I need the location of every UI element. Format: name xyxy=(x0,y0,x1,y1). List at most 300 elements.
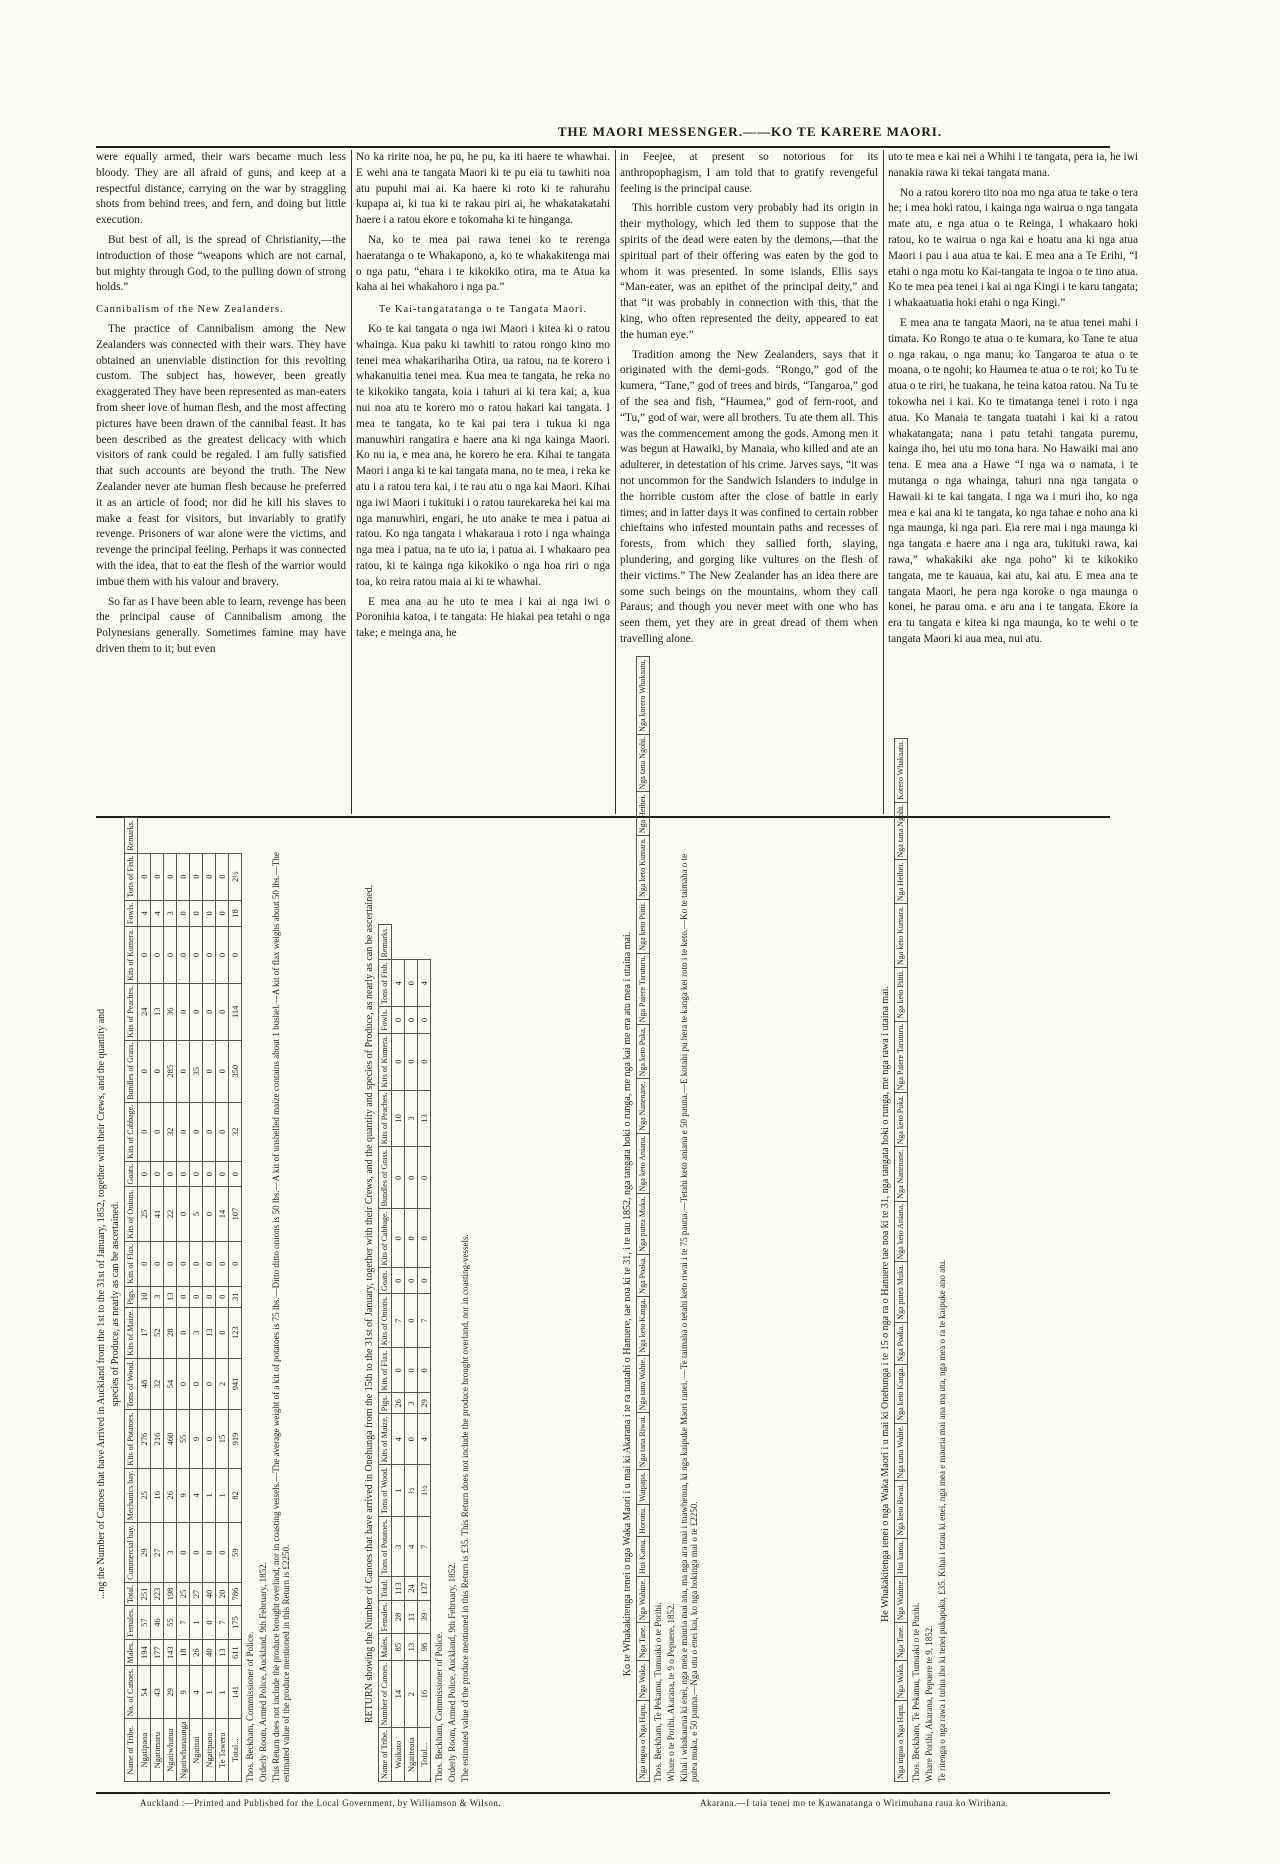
table-cell: 0 xyxy=(203,1241,216,1286)
total-cell: 0 xyxy=(418,1007,431,1034)
table-cell: 0 xyxy=(151,853,164,900)
column-header: Tons of Wood. xyxy=(379,1465,392,1517)
table-cell: 7 xyxy=(216,1606,229,1640)
table-cell: 41 xyxy=(151,1187,164,1241)
table-cell: 18 xyxy=(177,1639,190,1666)
table-cell: 5 xyxy=(190,1187,203,1241)
column-header: Kits of Cabbage. xyxy=(379,1209,392,1268)
column-header: Nga ingoa o Nga Hapu. xyxy=(637,1701,650,1782)
table-cell: 0 xyxy=(203,1040,216,1102)
column-header: Nga keto Aniana. xyxy=(895,1201,908,1262)
column-header: Commercial bay. xyxy=(125,1523,138,1583)
table-cell: 13 xyxy=(405,1634,418,1661)
table-cell: 7 xyxy=(177,1606,190,1640)
table-cell: 0 xyxy=(177,1358,190,1410)
rotated-table-wrapper xyxy=(96,820,291,1782)
column-header: Nga Heihei. xyxy=(637,792,650,836)
table-cell: 0 xyxy=(138,1161,151,1187)
column-header: Kits of Flax. xyxy=(125,1241,138,1286)
total-cell: 786 xyxy=(229,1582,242,1605)
table-cell: Ngatipaoa xyxy=(203,1719,216,1782)
paragraph: Ko te kai tangata o nga iwi Maori i kitea ki o ratou whainga. Kua paku ki tawhiti to ratou rongo kino mo tenei mea whakarihariha Otira, ua ratou, na te korero i whakanuitia tenei mea. Kua mea te tangata, he reka no te kikokiko tangata, koia i tahuri ai ki tera kai; a, kua nui noa atu te korero mo o ratou hakari kai tangata. I mea te tangata, ko te kai pai tera i tukua ki nga manuwhiri rangatira e haere ana ki nga kainga Maori. Ko nu ia, e mea ana, he korero he era. Kihai te tangata Maori i anga ki te kai tangata mana, no te mea, i reka ke atu i a ratou tera kai, i te rau atu o nga kai Maori. Kihai nga iwi Maori i tukituki i o ratou taurekareka hei kai ma nga manuwhiri, engari, he uto anake te mea i patua ai ratou. Ko nga tangata i whakaraua i roto i nga whainga nga mea i patua, na te uto ia, i patua ai. I whakaaro pea ratou, ki te kainga nga kikokiko o nga hoa riri o nga toa, ko reira ratou maia ai ki te whawhai. xyxy=(356,322,610,588)
column-header: Females. xyxy=(125,1606,138,1640)
table-row xyxy=(190,818,203,1782)
table-cell: 85 xyxy=(392,1634,405,1661)
column-header: Nga keto Kanga. xyxy=(895,1364,908,1423)
table-cell: 11 xyxy=(405,1600,418,1634)
table-cell: 223 xyxy=(151,1582,164,1605)
column-header: Kits of Cabbage. xyxy=(125,1102,138,1161)
table-cell: 28 xyxy=(164,1307,177,1358)
table-cell: 0 xyxy=(392,1268,405,1294)
table-cell: 0 xyxy=(405,1147,418,1209)
paragraph: So far as I have been able to learn, revenge has been the principal cause of Cannibalism among the Polynesians generally. Sometimes famine may have driven them to it; but even xyxy=(96,595,346,655)
total-cell: 59 xyxy=(229,1523,242,1583)
total-cell: 141 xyxy=(229,1666,242,1719)
table-cell: 0 xyxy=(164,927,177,984)
table-cell: 1 xyxy=(216,1468,229,1523)
table-place: Whare Porihi, Akarana, Pepuere te 9, 1852. xyxy=(924,1625,934,1782)
total-cell: 611 xyxy=(229,1639,242,1666)
table-cell: 0 xyxy=(216,1102,229,1161)
table-cell: 0 xyxy=(216,1161,229,1187)
table-cell: 0 xyxy=(151,1241,164,1286)
table-cell: 177 xyxy=(151,1639,164,1666)
column-english-2 xyxy=(620,150,878,814)
column-header: Nga keto Puka. xyxy=(637,1025,650,1079)
table-row xyxy=(216,818,229,1782)
bottom-rule xyxy=(96,1792,1110,1794)
table-cell: 3 xyxy=(405,1090,418,1147)
table-cell: 0 xyxy=(203,1187,216,1241)
table-cell: 14 xyxy=(216,1187,229,1241)
paragraph: The practice of Cannibalism among the New Zealanders was connected with their wars. They have obtained an unenviable distinction for this revolting custom. The subject has, however, been greatly exaggerated They have been represented as man-eaters from sheer love of human flesh, and the most affecting pictures have been drawn of the cannibal feast. It has been described as the greatest delicacy with which visitors of rank could be regaled. I am fully satisfied that such accounts are beyond the truth. The New Zealander never ate human flesh because he preferred it as an article of food; nor did he kill his slaves to make a feast for visitors, but invariably to gratify revenge. Prisoners of war alone were the victims, and revenge the principal feeling. Perhaps it was connected with the idea, that to eat the flesh of the warrior would imbue them with his valour and bravery. xyxy=(96,322,346,588)
table-cell: 0 xyxy=(405,1414,418,1465)
total-row xyxy=(418,924,431,1781)
column-header: Nga keto Aniana. xyxy=(637,1133,650,1194)
total-cell: 29 xyxy=(418,1393,431,1414)
total-cell: 31 xyxy=(229,1286,242,1307)
table-cell: 13 xyxy=(164,1286,177,1307)
column-header: Nga tana Riwai. xyxy=(637,1413,650,1470)
table-cell: 0 xyxy=(138,1102,151,1161)
table-cell: 16 xyxy=(151,1468,164,1523)
column-header: Tons of Potatoes. xyxy=(379,1517,392,1577)
table-cell: 3 xyxy=(164,900,177,927)
table-cell: 0 xyxy=(177,853,190,900)
total-cell: 137 xyxy=(418,1577,431,1600)
total-cell: 18 xyxy=(229,900,242,927)
table-row xyxy=(203,818,216,1782)
paragraph: uto te mea e kai nei a Whihi i te tangata, pera ia, he iwi nanakia rawa ki tekai tangata mana. xyxy=(888,151,1138,179)
table-cell: 0 xyxy=(164,1161,177,1187)
table-cell: 0 xyxy=(392,1348,405,1393)
table-cell: 0 xyxy=(164,853,177,900)
return-table xyxy=(636,656,650,1782)
table-cell: 0 xyxy=(216,853,229,900)
column-header: Nga keto Puka. xyxy=(895,1093,908,1147)
column-header: Nga ingoa o Nga Hapu. xyxy=(895,1701,908,1782)
table-caption: species of Produce, as nearly as can be ascertained. xyxy=(110,1201,121,1407)
table-cell: Ngatipaoa xyxy=(138,1719,151,1782)
paragraph: No a ratou korero tito noa mo nga atua te take o tera he; i mea hoki ratou, i kainga nga wairua o nga tangata mate atu, e nga atua o te Reinga, I whakaaro hoki ratou, ko te wairua o nga kai e hoatu ana ki nga atua Maori i pau i aua atua te kai. E mea ana a Te Erihi, “I etahi o nga motu ko Kai-tangata te ingoa o te tino atua. Ko te mea pea tenei i kai ai nga Kingi i te karu tangata; i whakaatuatia hoki etahi o nga Kingi.” xyxy=(888,186,1138,310)
table-cell: 0 xyxy=(216,1241,229,1286)
column-header: Total. xyxy=(125,1582,138,1605)
column-header: Males. xyxy=(125,1639,138,1666)
table-cell: 26 xyxy=(392,1393,405,1414)
table-cell: 0 xyxy=(216,983,229,1040)
table-cell: 20 xyxy=(216,1582,229,1605)
table-cell: 0 xyxy=(164,1241,177,1286)
column-header: Nga keto Kumara. xyxy=(895,904,908,968)
table-cell: 27 xyxy=(190,1582,203,1605)
top-rule xyxy=(96,146,1110,148)
table-cell: 0 xyxy=(177,1241,190,1286)
return-table xyxy=(378,924,431,1782)
column-header: Nga putea Muka. xyxy=(637,1194,650,1254)
total-cell: 39 xyxy=(418,1600,431,1634)
paragraph: E mea ana au he uto te mea i kai ai nga iwi o Poronihia katoa, i te tangata: He hiakai pea tetahi o nga take; e meinga ana, he xyxy=(356,595,610,640)
table-remarks: Te ritenga o nga rawa i tuhia iho ki tenei pukapuka, £35. Kihai i tatau ki enei, nga mea e mauria mai ana ma uta, nga mea o ra te kaipuke ano atu. xyxy=(937,1259,947,1782)
table-cell: 0 xyxy=(405,960,418,1007)
table-cell: 0 xyxy=(405,1294,418,1348)
table-cell: 25 xyxy=(177,1582,190,1605)
table-cell: 29 xyxy=(138,1523,151,1583)
total-cell: 941 xyxy=(229,1358,242,1410)
total-cell: 4 xyxy=(418,960,431,1007)
total-cell: 0 xyxy=(418,1033,431,1090)
total-cell: 16 xyxy=(418,1660,431,1727)
table-cell: 0 xyxy=(216,1307,229,1358)
table-cell: 27 xyxy=(151,1523,164,1583)
table-cell: 2 xyxy=(405,1660,418,1727)
table-cell: 0 xyxy=(177,1187,190,1241)
table-signature: Thos. Beckham, Te Pekamu, Tumuaki o te Porihi. xyxy=(911,1602,921,1782)
table-cell: Ngatiwhatua xyxy=(164,1719,177,1782)
table-cell: 1 xyxy=(203,1666,216,1719)
table-cell: 0 xyxy=(392,1209,405,1268)
total-cell: 13 xyxy=(418,1090,431,1147)
column-header: Remarks. xyxy=(125,818,138,853)
table-cell: 1 xyxy=(392,1465,405,1517)
column-header: Nga tana Wahie. xyxy=(637,1355,650,1413)
table-cell: 24 xyxy=(405,1577,418,1600)
table-place: Whare o te Porihi, Akarana, te 9 o Pepuere, 1852. xyxy=(666,1603,676,1782)
table-caption: He Whakakitenga tenei o nga Waka Maori i u mai ki Onehunga i te 15 o nga ra o Hanuere tae noa ki te 31, nga tangata hoki o runga, me nga rawa i utaina mai. xyxy=(880,986,891,1622)
column-header: Males. xyxy=(379,1634,392,1661)
column-header: No. of Canoes. xyxy=(125,1666,138,1719)
panel-akarana-return xyxy=(622,659,872,1786)
total-cell: 0 xyxy=(229,927,242,984)
table-cell: 9 xyxy=(177,1468,190,1523)
column-rule xyxy=(883,150,884,814)
column-rule xyxy=(615,150,616,814)
table-cell: 3 xyxy=(405,1393,418,1414)
table-row xyxy=(392,924,405,1781)
table-cell: 57 xyxy=(138,1606,151,1640)
masthead: THE MAORI MESSENGER.——KO TE KARERE MAORI. xyxy=(557,124,943,139)
table-cell: Waikato xyxy=(392,1728,405,1782)
column-header: Fowls. xyxy=(379,1007,392,1034)
table-cell: 0 xyxy=(138,1241,151,1286)
table-cell: 0 xyxy=(203,900,216,927)
total-cell: 350 xyxy=(229,1040,242,1102)
column-header: Kits of Peaches. xyxy=(125,983,138,1040)
column-header: Nga korero Whakaatu. xyxy=(637,657,650,735)
table-cell: 216 xyxy=(151,1410,164,1468)
column-header: Nga Wahine. xyxy=(895,1576,908,1622)
table-cell: 4 xyxy=(405,1517,418,1577)
table-cell: 0 xyxy=(177,900,190,927)
table-caption: ...ng the Number of Canoes that have Arrived in Auckland from the 1st to the 31st of January, 1852, together with their Crews, and the quantity and xyxy=(96,1008,107,1600)
table-cell: 1 xyxy=(190,1606,203,1640)
table-row xyxy=(405,924,418,1781)
total-row xyxy=(229,818,242,1782)
total-cell: 7 xyxy=(418,1517,431,1577)
column-header: Nga tana Ngohi. xyxy=(637,734,650,792)
table-cell: 3 xyxy=(151,1286,164,1307)
table-cell: 0 xyxy=(190,1523,203,1583)
section-heading: Cannibalism of the New Zealanders. xyxy=(96,304,284,316)
table-cell: 0 xyxy=(190,900,203,927)
total-cell: Total... xyxy=(229,1719,242,1782)
table-cell: 0 xyxy=(392,1007,405,1034)
table-cell: ½ xyxy=(405,1465,418,1517)
paragraph: But best of all, is the spread of Christianity,—the introduction of those “weapons which are not carnal, but mighty through God, to the pulling down of strong holds.” xyxy=(96,233,346,294)
total-cell: 1½ xyxy=(418,1465,431,1517)
table-cell: 0 xyxy=(177,983,190,1040)
table-cell: 4 xyxy=(392,960,405,1007)
table-cell: 0 xyxy=(177,1523,190,1583)
column-header: Bundles of Grass. xyxy=(379,1147,392,1209)
total-cell: 114 xyxy=(229,983,242,1040)
column-header: Number of Canoes. xyxy=(379,1660,392,1727)
column-header: Nga Paiere Taruturu. xyxy=(637,953,650,1025)
returns-tables xyxy=(96,659,1110,1786)
total-cell: 175 xyxy=(229,1606,242,1640)
column-header: Tons of Wood. xyxy=(125,1358,138,1410)
panel-auckland-return xyxy=(96,822,356,1786)
column-header: Nga tana Wahie. xyxy=(895,1423,908,1481)
header-row xyxy=(379,924,392,1781)
table-cell: Ngatitai xyxy=(190,1719,203,1782)
column-rule xyxy=(351,150,352,814)
table-cell: 13 xyxy=(216,1639,229,1666)
column-header: Tons of Fish. xyxy=(379,960,392,1007)
column-header: Nga Poaka. xyxy=(895,1322,908,1364)
column-maori-2 xyxy=(888,150,1138,814)
column-header: Kits of Kumera. xyxy=(125,927,138,984)
table-cell: Ngatiteata xyxy=(405,1728,418,1782)
column-header: Nga putea Muka. xyxy=(895,1262,908,1322)
column-header: Mechanics bay. xyxy=(125,1468,138,1523)
column-header: Name of Tribe. xyxy=(125,1719,138,1782)
column-header: Nga Paiere Taruturu. xyxy=(895,1021,908,1093)
column-header: Pigs. xyxy=(379,1393,392,1414)
rotated-table-wrapper xyxy=(364,826,470,1782)
table-cell: 0 xyxy=(216,1523,229,1583)
table-cell: 25 xyxy=(138,1468,151,1523)
rotated-table-wrapper xyxy=(880,740,947,1782)
imprint-english: Auckland :—Printed and Published for the Local Government, by Williamson & Wilson. xyxy=(140,1798,502,1808)
column-header: Kits of Maize. xyxy=(125,1307,138,1358)
column-header: Total. xyxy=(379,1577,392,1600)
column-header: Kits of Flax. xyxy=(379,1348,392,1393)
table-cell: 0 xyxy=(151,927,164,984)
return-table xyxy=(894,738,908,1782)
column-header: Nga Waka. xyxy=(637,1661,650,1701)
total-cell: 0 xyxy=(418,1268,431,1294)
table-cell: 0 xyxy=(177,1040,190,1102)
table-cell: 13 xyxy=(203,1307,216,1358)
table-cell: 25 xyxy=(138,1187,151,1241)
panel-onehunga-maori-return xyxy=(880,740,1110,1786)
paragraph: were equally armed, their wars became much less bloody. They are all afraid of guns, and keep at a respectful distance, carrying on the war by straggling shots from behind trees, and fern, and doing but little execution. xyxy=(96,151,346,227)
table-cell: 0 xyxy=(177,1307,190,1358)
table-cell: 55 xyxy=(177,1410,190,1468)
table-cell: 0 xyxy=(405,1348,418,1393)
table-cell: 24 xyxy=(138,983,151,1040)
table-cell: 0 xyxy=(405,1268,418,1294)
table-row xyxy=(164,818,177,1782)
table-cell: 54 xyxy=(164,1358,177,1410)
imprint-maori: Akarana.—I taia tenei mo te Kawanatanga o Wirimuhana raua ko Wirihana. xyxy=(700,1798,1009,1808)
table-cell: Ngatiwhanaunga xyxy=(177,1719,190,1782)
column-header: Nga keto Kumara. xyxy=(637,836,650,900)
table-cell: 1 xyxy=(216,1666,229,1719)
column-header: Nga Tane. xyxy=(895,1623,908,1661)
column-header: Nga Waka. xyxy=(895,1661,908,1701)
table-cell: 40 xyxy=(203,1582,216,1605)
table-cell: 2 xyxy=(216,1358,229,1410)
total-cell: 0 xyxy=(418,1209,431,1268)
table-cell: 4 xyxy=(151,900,164,927)
table-row xyxy=(177,818,190,1782)
table-cell: 4 xyxy=(138,900,151,927)
total-cell: 7 xyxy=(418,1294,431,1348)
column-header: Nga keto Piitii. xyxy=(895,968,908,1022)
table-cell: 0 xyxy=(177,927,190,984)
table-signature: Thos. Beckham, Commissioner of Police. xyxy=(434,1631,444,1782)
column-header: Hui Katoa. xyxy=(637,1536,650,1576)
table-cell: 194 xyxy=(138,1639,151,1666)
header-row xyxy=(125,818,138,1782)
table-cell: 0 xyxy=(405,1007,418,1034)
column-maori-1 xyxy=(356,150,610,814)
table-cell: 17 xyxy=(138,1307,151,1358)
table-place: Orderly Room, Armed Police, Auckland, 9th February, 1852. xyxy=(258,1562,268,1782)
table-cell: 9 xyxy=(190,1410,203,1468)
table-cell: 0 xyxy=(190,1241,203,1286)
column-header: Nga keto Piitii. xyxy=(637,900,650,954)
table-signature: Thos. Beckham, Te Pekamu, Tumuaki o te Porihi. xyxy=(653,1602,663,1782)
total-cell: 2½ xyxy=(229,853,242,900)
column-header: Korero Whakaatu. xyxy=(895,738,908,802)
table-cell: Te Tawera xyxy=(216,1719,229,1782)
column-header: Hui katoa. xyxy=(895,1538,908,1576)
table-cell: 46 xyxy=(151,1606,164,1640)
table-cell: 32 xyxy=(164,1102,177,1161)
total-cell: 123 xyxy=(229,1307,242,1358)
table-cell: 3 xyxy=(164,1523,177,1583)
column-header: Pigs. xyxy=(125,1286,138,1307)
column-header: Horotiu. xyxy=(637,1504,650,1536)
table-cell: 0 xyxy=(190,1102,203,1161)
table-cell: 52 xyxy=(151,1307,164,1358)
table-cell: 198 xyxy=(164,1582,177,1605)
table-cell: 29 xyxy=(164,1666,177,1719)
column-header: Kits of Peaches. xyxy=(379,1090,392,1147)
paragraph: Tradition among the New Zealanders, says that it originated with the demi-gods. “Rongo,” god of the kumera, “Tane,” god of trees and birds, “Tangaroa,” god of the sea and fish, “Haumea,” god of fern-root, and “Tu,” god of war, were all brothers. Tu ate them all. This was the commencement among the gods. Among men it was begun at Hawaiki, by Manaia, who killed and ate an adulterer, in detestation of his crime. Jarves says, “it was not uncommon for the Sandwich Islanders to indulge in the horrible custom after the close of battle in early times; and in latter days it was confined to certain robber chieftains who infested mountain paths and recesses of forests, from which they sallied forth, slaying, plundering, and gorging like vultures on the flesh of their victims.” The New Zealander has an idea there are some such beings on the mountains, whom they call Paraus; and though you never meet with one who has seen them, yet they are in great dread of them when travelling alone. xyxy=(620,348,878,645)
table-cell: 26 xyxy=(164,1468,177,1523)
column-header: Tons of Fish. xyxy=(125,853,138,900)
column-header: Kits of Onions. xyxy=(379,1294,392,1348)
total-cell: 919 xyxy=(229,1410,242,1468)
table-cell: 15 xyxy=(216,1410,229,1468)
rotated-table-wrapper xyxy=(622,659,699,1782)
column-header: Name of Tribe. xyxy=(379,1728,392,1782)
table-caption: Ko te Whakakitenga tenei o nga Waka Maori i u mai ki Akarana i te ra tuatahi o Hanuere, tae noa ki te 31, i te tau 1852, nga tangata hoki o runga, me nga kai me era atu mea i utaina mai. xyxy=(622,931,633,1677)
table-cell: 10 xyxy=(138,1286,151,1307)
table-row xyxy=(151,818,164,1782)
table-cell: 0 xyxy=(392,1147,405,1209)
table-caption: RETURN showing the Number of Canoes that have arrived in Onehunga from the 15th to the 31st of January, together with their Crews, and the quantity and species of Produce, as nearly as can be ascertained. xyxy=(364,884,375,1724)
paragraph: in Feejee, at present so notorious for its anthropophagism, I am told that to gratify revengeful feeling is the principal cause. xyxy=(620,151,878,195)
table-cell: 1 xyxy=(203,1468,216,1523)
table-cell: 0 xyxy=(203,1358,216,1410)
return-table xyxy=(124,817,242,1782)
column-header: Kits of Onions. xyxy=(125,1187,138,1241)
table-cell: 0 xyxy=(392,1033,405,1090)
table-cell: 0 xyxy=(190,983,203,1040)
column-header: Nga Tane. xyxy=(637,1623,650,1661)
table-cell: 9 xyxy=(177,1666,190,1719)
column-header: Goats. xyxy=(125,1161,138,1187)
table-remarks: Kihai i whakaurua ki enei, nga mea e mauria mai ana, ma nga ara mai i tuawhenua, ki nga kaipuke Maori ranei. —Te taimaha o tetahi keto riwai i te 75 pauna.—Tetahi keto aniana e 50 pauna.—E kotahi pu hera te kanga kei roto i te keto.—Ko te taimaha o te putea muka, e 50 pauna.—Nga utu o enei kai, ko nga hokinga mai o te £2250. xyxy=(679,853,699,1782)
table-cell: 7 xyxy=(392,1294,405,1348)
table-cell: 0 xyxy=(203,1523,216,1583)
table-cell: 0 xyxy=(405,1033,418,1090)
table-cell: 0 xyxy=(203,983,216,1040)
column-header: Waipapa. xyxy=(637,1470,650,1505)
column-english-1 xyxy=(96,150,346,814)
middle-rule xyxy=(96,816,1110,818)
table-cell: 0 xyxy=(203,1286,216,1307)
table-cell: 0 xyxy=(177,1161,190,1187)
table-cell: 0 xyxy=(203,1410,216,1468)
table-cell: 0 xyxy=(216,927,229,984)
table-cell: 4 xyxy=(392,1414,405,1465)
table-cell: 40 xyxy=(203,1639,216,1666)
table-cell: 54 xyxy=(138,1666,151,1719)
table-cell: 0 xyxy=(216,1040,229,1102)
table-cell: 0 xyxy=(190,853,203,900)
table-cell: 143 xyxy=(164,1639,177,1666)
table-cell: 460 xyxy=(164,1410,177,1468)
table-cell: 0 xyxy=(216,900,229,927)
table-row xyxy=(138,818,151,1782)
table-cell: 276 xyxy=(138,1410,151,1468)
total-cell: 4 xyxy=(418,1414,431,1465)
table-cell: 4 xyxy=(190,1468,203,1523)
total-cell: 82 xyxy=(229,1468,242,1523)
total-cell: 0 xyxy=(418,1147,431,1209)
paragraph: This horrible custom very probably had its origin in their mythology, which led them to suppose that the spirits of the dead were eaten by the demons,—that the spiritual part of their offering was eaten by the god to whom it was presented. In some islands, Ellis says “Man-eater, was an epithet of the principal deity,” and that “it was probably in connection with this, that the king, who often represented the deity, appeared to eat the human eye.” xyxy=(620,202,878,341)
table-cell: 35 xyxy=(190,1040,203,1102)
header-row xyxy=(895,738,908,1781)
table-cell: 0 xyxy=(203,927,216,984)
table-cell: 0 xyxy=(190,927,203,984)
